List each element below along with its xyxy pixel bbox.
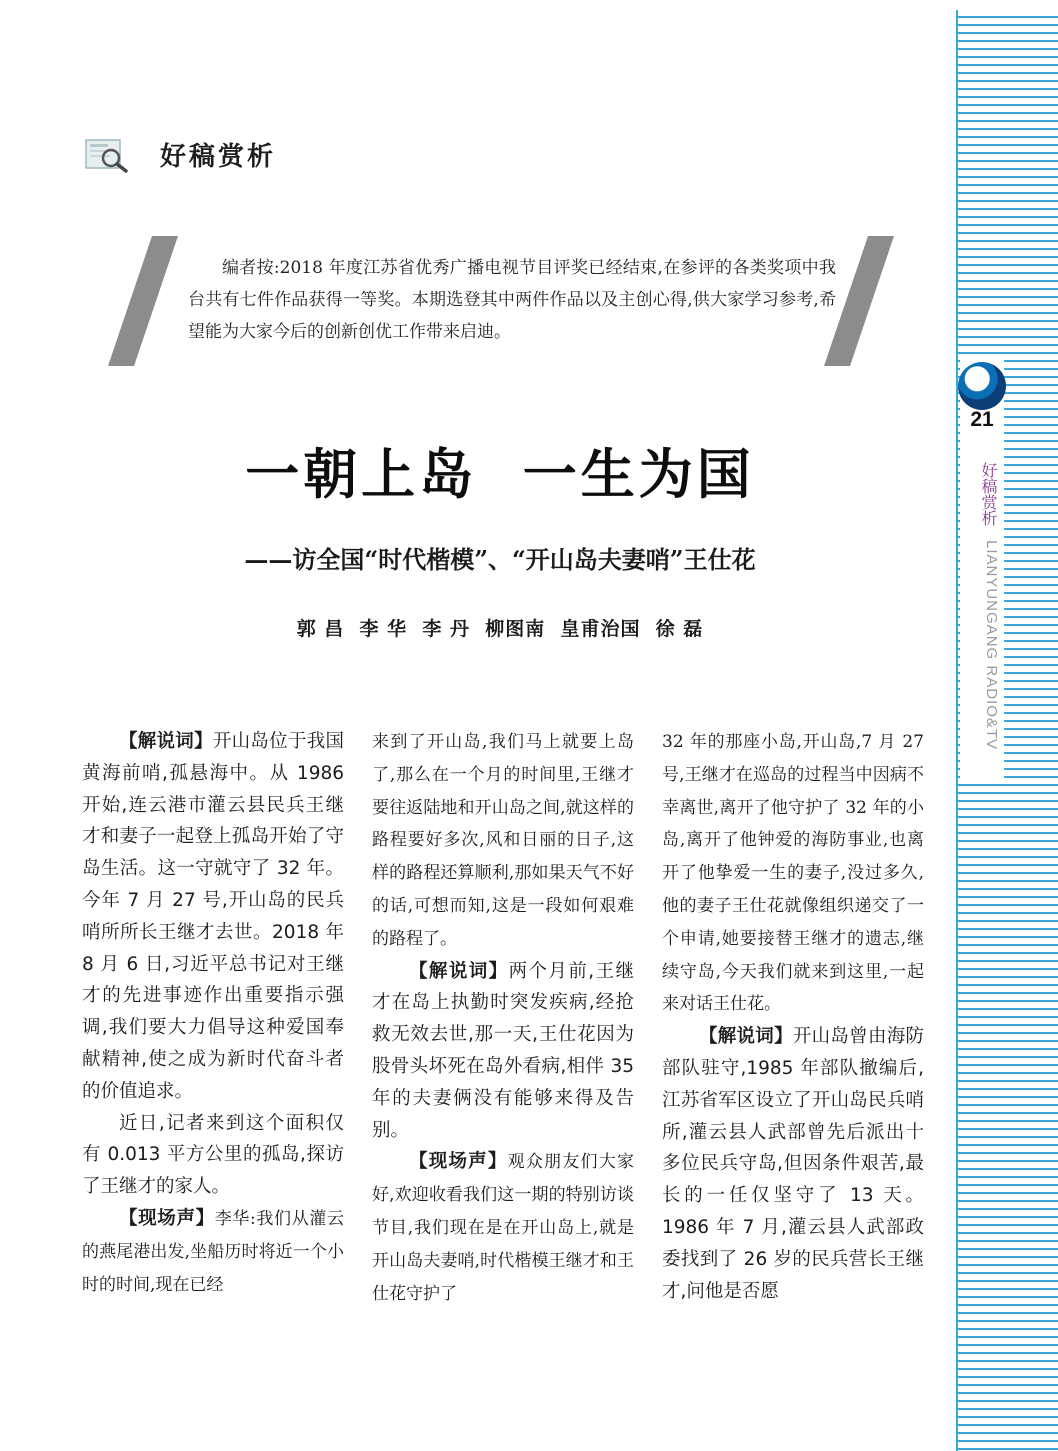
segment-tag: 【现场声】 <box>119 1207 215 1229</box>
article-title: 一朝上岛 一生为国 <box>245 443 755 506</box>
segment-tag: 【现场声】 <box>409 1151 508 1173</box>
segment-tag: 【解说词】 <box>409 960 509 982</box>
article-authors: 郭 昌 李 华 李 丹 柳图南 皇甫治国 徐 磊 <box>296 618 704 640</box>
segment-tag: 【解说词】 <box>119 731 213 752</box>
article-subtitle: ——访全国“时代楷模”、“开山岛夫妻哨”王仕花 <box>244 545 756 574</box>
paragraph-text: 开山岛曾由海防部队驻守,1985 年部队撤编后,江苏省军区设立了开山岛民兵哨所,灌云县人武部曾先后派出十多位民兵守岛,但因条件艰苦,最长的一任仅坚守了 13 天。1986 年 7 月,灌云县人武部政委找到了 26 岁的民兵营长王继才,问他是否愿 <box>662 1026 924 1302</box>
paragraph <box>82 1108 344 1203</box>
side-section-label: 好稿赏析 <box>979 462 998 526</box>
editor-note: 编者按:2018 年度江苏省优秀广播电视节目评奖已经结束,在参评的各类奖项中我台共有七件作品获得一等奖。本期选登其中两件作品以及主创心得,供大家学习参考,希望能为大家今后的创新创优工作带来启迪。 <box>188 258 836 342</box>
paragraph <box>372 726 634 956</box>
station-logo-icon <box>958 362 1006 410</box>
section-title: 好稿赏析 <box>160 142 277 172</box>
body-column-1 <box>82 726 344 1301</box>
page-number: 21 <box>970 408 994 431</box>
paragraph-text: 近日,记者来到这个面积仅有 0.013 平方公里的孤岛,探访了王继才的家人。 <box>82 1112 344 1198</box>
paragraph <box>662 726 924 1021</box>
segment-tag: 【解说词】 <box>699 1026 793 1048</box>
paragraph-text: 32 年的那座小岛,开山岛,7 月 27 号,王继才在巡岛的过程当中因病不幸离世,离开了他守护了 32 年的小岛,离开了他钟爱的海防事业,也离开了他挚爱一生的妻子,没过多久,他的妻子王仕花就像组织递交了一个申请,她要接替王继才的遗志,继续守岛,今天我们就来到这里,一起来对话王仕花。 <box>662 732 924 1015</box>
paragraph <box>82 1203 344 1301</box>
decorative-slash-left <box>108 236 178 366</box>
paragraph <box>372 956 634 1147</box>
paragraph <box>372 1146 634 1310</box>
paragraph-text: 李华:我们从灌云的燕尾港出发,坐船历时将近一个小时的时间,现在已经 <box>82 1208 344 1295</box>
paragraph-text: 来到了开山岛,我们马上就要上岛了,那么在一个月的时间里,王继才要往返陆地和开山岛之间,就这样的路程要好多次,风和日丽的日子,这样的路程还算顺利,那如果天气不好的话,可想而知,这是一段如何艰难的路程了。 <box>372 732 634 949</box>
body-column-3 <box>662 726 924 1307</box>
body-column-2 <box>372 726 634 1310</box>
magnifier-icon <box>84 136 130 174</box>
side-english-label: LIANYUNGANG RADIO&TV <box>983 540 1000 751</box>
paragraph-text: 两个月前,王继才在岛上执勤时突发疾病,经抢救无效去世,那一天,王仕花因为股骨头坏死在岛外看病,相伴 35 年的夫妻俩没有能够来得及告别。 <box>372 960 634 1141</box>
paragraph-text: 观众朋友们大家好,欢迎收看我们这一期的特别访谈节目,我们现在是在开山岛上,就是开山岛夫妻哨,时代楷模王继才和王仕花守护了 <box>372 1152 634 1304</box>
paragraph <box>662 1021 924 1307</box>
paragraph <box>82 726 344 1108</box>
paragraph-text: 开山岛位于我国黄海前哨,孤悬海中。从 1986 开始,连云港市灌云县民兵王继才和妻子一起登上孤岛开始了守岛生活。这一守就守了 32 年。今年 7 月 27 号,开山岛的民兵哨所所长王继才去世。2018 年 8 月 6 日,习近平总书记对王继才的先进事迹作出重要指示强调,我们要大力倡导这种爱国奉献精神,使之成为新时代奋斗者的价值追求。 <box>82 731 344 1102</box>
